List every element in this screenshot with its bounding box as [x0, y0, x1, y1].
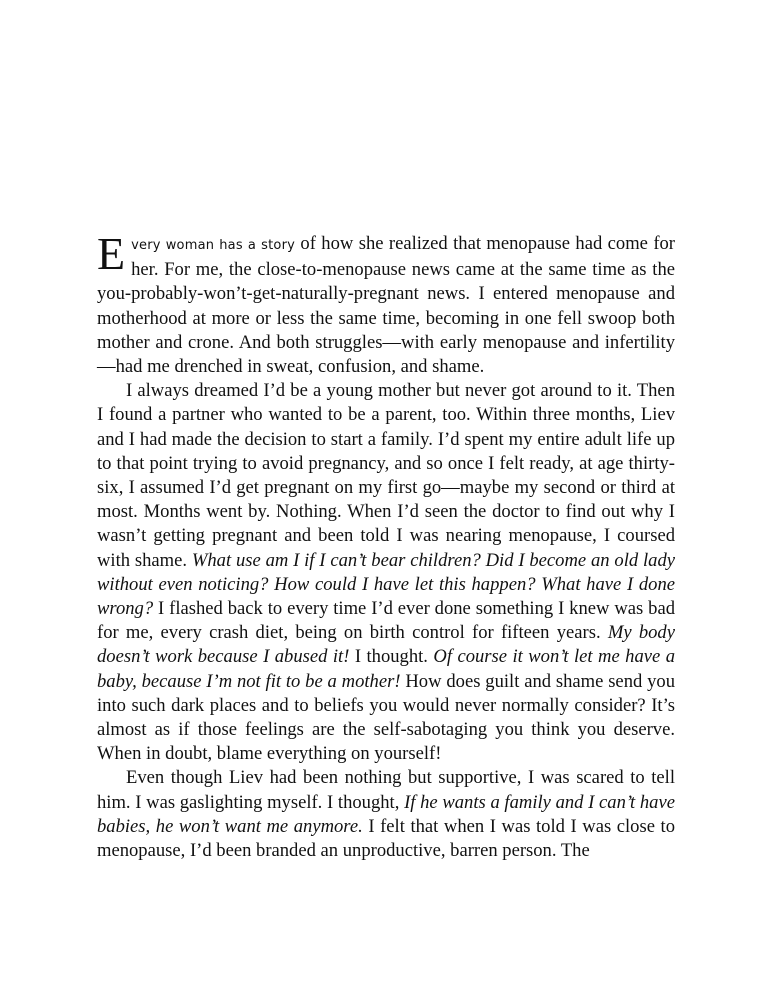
paragraph-2-italic-2: My body doesn’t work because I abused it!	[97, 622, 675, 668]
lead-in-text: very woman has a story	[131, 238, 296, 253]
paragraph-2-text-4: How does guilt and shame send you into such dark places and to beliefs you would never normally consider? It’s almost as if those feelings are the self-sabotaging you think you deserve. When in doubt, blame everything on yourself!	[97, 670, 676, 765]
drop-cap: E	[97, 228, 126, 279]
paragraph-2-text-1: I always dreamed I’d be a young mother but never got around to it. Then I found a partner who wanted to be a parent, too. Within three months, Liev and I had made the decision to start a family. I’d spent my entire adult life up to that point trying to avoid pregnancy, and so once I felt ready, at age thirty-six, I assumed I’d get pregnant on my first go—maybe my second or third at most. Months went by. Nothing. When I’d seen the doctor to find out why I wasn’t getting pregnant and been told I was nearing menopause, I coursed with shame.	[97, 380, 675, 571]
paragraph-2-text-2: I flashed back to every time I’d ever done something I knew was bad for me, every crash diet, being on birth control for fifteen years.	[97, 598, 675, 644]
paragraph-1-text: of how she realized that menopause had come for her. For me, the close-to-menopause news came at the same time as the you-probably-won’t-get-naturally-pregnant news. I entered menopause and motherhood at more or less the same time, becoming in one fell swoop both mother and crone. And both struggles—with early menopause and infertility—had me drenched in sweat, confusion, and shame.	[97, 233, 675, 378]
paragraph-2	[97, 379, 675, 766]
paragraph-1	[97, 228, 675, 379]
paragraph-2-italic-1: What use am I if I can’t bear children? Did I become an old lady without even noticing? How could I have let this happen? What have I done wrong?	[97, 549, 675, 620]
paragraph-2-italic-3: Of course it won’t let me have a baby, because I’m not fit to be a mother!	[97, 646, 675, 692]
body-text	[97, 228, 676, 863]
paragraph-3-text-1: Even though Liev had been nothing but supportive, I was scared to tell him. I was gaslighting myself. I thought,	[97, 767, 675, 813]
paragraph-3-italic-1: If he wants a family and I can’t have babies, he won’t want me anymore.	[97, 791, 675, 837]
paragraph-3	[97, 766, 675, 863]
paragraph-2-text-3: I thought.	[349, 646, 434, 668]
paragraph-3-text-2: I felt that when I was told I was close to menopause, I’d been branded an unproductive, barren person. The	[97, 815, 675, 862]
